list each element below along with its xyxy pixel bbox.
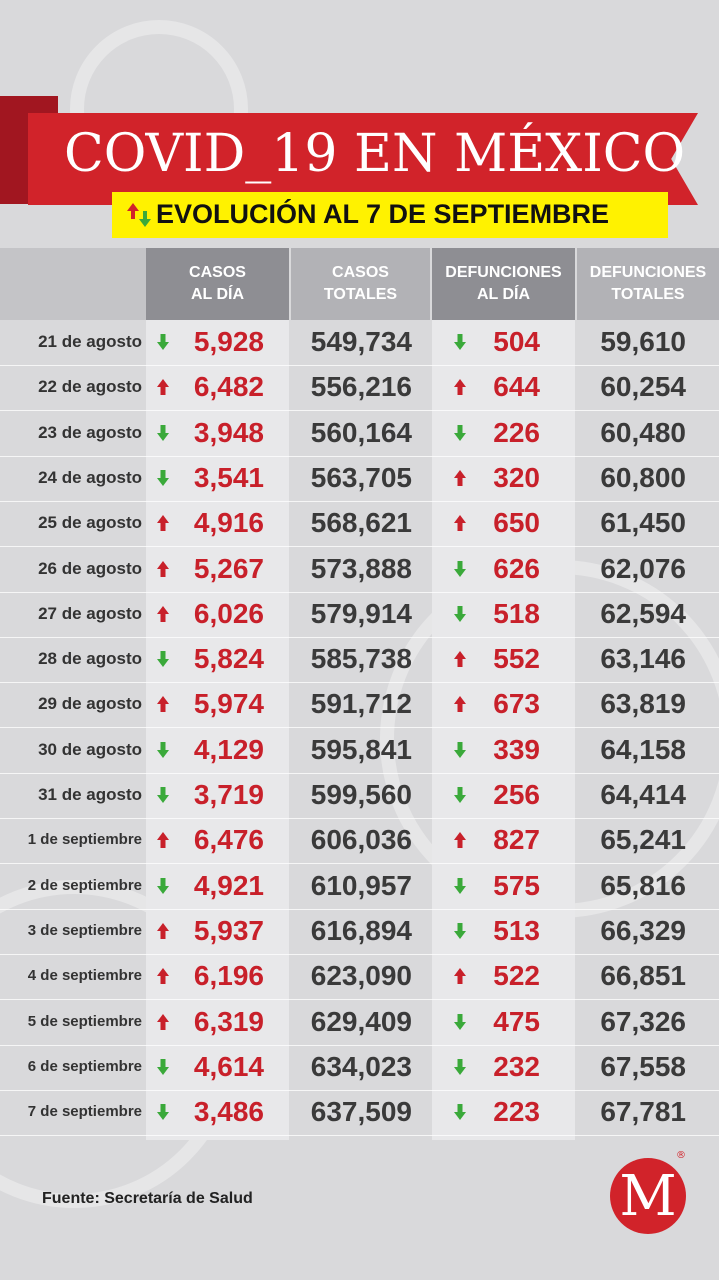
- def-totales-value: 65,816: [600, 869, 686, 901]
- arrow-down-icon: [453, 922, 467, 940]
- casos-dia-value: 4,921: [193, 869, 264, 901]
- def-dia-value: 513: [493, 914, 540, 946]
- arrow-up-icon: [156, 695, 170, 713]
- casos-dia-value: 6,482: [193, 371, 264, 403]
- row-date: 1 de septiembre: [27, 831, 142, 849]
- casos-totales-value: 573,888: [310, 552, 412, 584]
- casos-dia-value: 3,486: [193, 1096, 264, 1128]
- def-totales-value: 61,450: [600, 507, 686, 539]
- table-row: [0, 818, 719, 864]
- def-dia-value: 232: [493, 1050, 540, 1082]
- def-dia-value: 644: [493, 371, 540, 403]
- row-date: 25 de agosto: [38, 513, 142, 533]
- arrow-up-icon: [453, 650, 467, 668]
- table-row: [0, 1090, 719, 1136]
- casos-dia-value: 6,319: [193, 1005, 264, 1037]
- source-note: Fuente: Secretaría de Salud: [42, 1190, 253, 1207]
- casos-totales-value: 549,734: [310, 326, 412, 357]
- arrow-down-icon: [453, 1013, 467, 1031]
- row-date: 5 de septiembre: [27, 1012, 142, 1030]
- registered-mark: ®: [676, 1150, 686, 1161]
- def-dia-value: 626: [493, 552, 540, 584]
- subtitle-bar: [112, 192, 668, 238]
- arrow-down-icon: [453, 605, 467, 623]
- header-casos-totales-label: CASOS TOTALES: [323, 264, 398, 303]
- casos-totales-value: 610,957: [310, 869, 412, 901]
- header-def-dia-label: DEFUNCIONES AL DÍA: [445, 264, 562, 303]
- casos-totales-value: 560,164: [310, 416, 412, 448]
- row-date: 27 de agosto: [38, 603, 142, 623]
- casos-totales-value: 585,738: [310, 643, 412, 675]
- def-totales-value: 60,800: [600, 461, 686, 493]
- arrow-down-icon: [453, 877, 467, 895]
- table-row: [0, 1000, 719, 1046]
- casos-dia-value: 5,267: [193, 552, 264, 584]
- table-row: [0, 864, 719, 910]
- casos-totales-value: 579,914: [310, 597, 412, 629]
- casos-dia-value: 6,026: [193, 597, 264, 629]
- table-row: [0, 773, 719, 819]
- row-date: 22 de agosto: [38, 377, 142, 397]
- table-row: [0, 456, 719, 502]
- table-row: [0, 592, 719, 638]
- row-date: 6 de septiembre: [27, 1057, 142, 1075]
- row-date: 24 de agosto: [38, 467, 142, 487]
- def-dia-value: 339: [493, 733, 540, 765]
- header-casos-totales: [291, 248, 430, 320]
- arrow-up-icon: [453, 378, 467, 396]
- arrow-up-icon: [156, 922, 170, 940]
- table-row: [0, 1045, 719, 1091]
- casos-dia-value: 5,824: [193, 643, 264, 675]
- def-totales-value: 64,414: [600, 779, 686, 810]
- casos-totales-value: 623,090: [310, 960, 412, 992]
- arrow-down-icon: [453, 424, 467, 442]
- def-totales-value: 65,241: [600, 824, 686, 856]
- casos-totales-value: 591,712: [310, 688, 412, 720]
- table-row: [0, 501, 719, 547]
- casos-totales-value: 595,841: [310, 733, 412, 765]
- header-casos-dia-label: CASOS AL DÍA: [189, 264, 246, 303]
- header-def-dia: [432, 248, 575, 320]
- table-row: [0, 728, 719, 774]
- row-date: 31 de agosto: [38, 785, 142, 804]
- casos-dia-value: 4,916: [193, 507, 264, 539]
- row-date: 21 de agosto: [38, 332, 142, 351]
- row-date: 4 de septiembre: [27, 967, 142, 985]
- def-totales-value: 60,480: [600, 416, 686, 448]
- header-rowlabel: [0, 248, 146, 320]
- arrow-down-icon: [453, 333, 467, 351]
- casos-dia-value: 5,974: [193, 688, 264, 720]
- header-def-totales-label: DEFUNCIONES TOTALES: [589, 264, 707, 303]
- casos-totales-value: 568,621: [310, 507, 412, 539]
- casos-dia-value: 6,476: [193, 824, 264, 856]
- def-totales-value: 60,254: [600, 371, 686, 403]
- casos-totales-value: 629,409: [310, 1005, 412, 1037]
- def-totales-value: 66,851: [600, 960, 686, 992]
- header-casos-dia: [146, 248, 289, 320]
- arrow-up-icon: [156, 831, 170, 849]
- def-dia-value: 575: [493, 869, 540, 901]
- arrow-up-icon: [156, 967, 170, 985]
- casos-totales-value: 599,560: [310, 779, 412, 810]
- row-date: 3 de septiembre: [27, 921, 142, 939]
- def-dia-value: 650: [493, 507, 540, 539]
- row-date: 2 de septiembre: [27, 876, 142, 894]
- arrow-down-icon: [156, 424, 170, 442]
- def-dia-value: 552: [493, 643, 540, 675]
- def-dia-value: 475: [493, 1005, 540, 1037]
- arrow-up-icon: [156, 605, 170, 623]
- row-date: 28 de agosto: [38, 649, 142, 669]
- arrow-down-icon: [453, 741, 467, 759]
- milenio-logo-icon: [610, 1158, 686, 1234]
- def-dia-value: 827: [493, 824, 540, 856]
- arrow-down-icon: [453, 1103, 467, 1121]
- casos-dia-value: 3,541: [193, 461, 264, 493]
- def-totales-value: 64,158: [600, 733, 686, 765]
- casos-dia-value: 3,719: [193, 779, 264, 810]
- casos-totales-value: 634,023: [310, 1050, 412, 1082]
- casos-totales-value: 556,216: [310, 371, 412, 403]
- page-title: COVID_19 EN MÉXICO: [64, 124, 686, 184]
- def-totales-value: 63,819: [600, 688, 686, 720]
- casos-totales-value: 606,036: [310, 824, 412, 856]
- arrow-down-icon: [453, 560, 467, 578]
- def-totales-value: 59,610: [600, 326, 686, 357]
- table-row: [0, 637, 719, 683]
- subtitle: EVOLUCIÓN AL 7 DE SEPTIEMBRE: [156, 199, 610, 229]
- def-dia-value: 256: [493, 779, 540, 810]
- arrow-down-icon: [156, 333, 170, 351]
- def-dia-value: 320: [493, 461, 540, 493]
- casos-dia-value: 5,937: [193, 914, 264, 946]
- casos-totales-value: 563,705: [310, 461, 412, 493]
- def-totales-value: 62,594: [600, 597, 686, 629]
- trend-arrows-icon: [126, 201, 152, 229]
- arrow-down-icon: [156, 741, 170, 759]
- arrow-down-icon: [156, 877, 170, 895]
- arrow-down-icon: [156, 650, 170, 668]
- row-date: 23 de agosto: [38, 422, 142, 442]
- row-date: 30 de agosto: [38, 739, 142, 759]
- casos-dia-value: 3,948: [193, 416, 264, 448]
- table-row: [0, 320, 719, 366]
- arrow-down-icon: [156, 1058, 170, 1076]
- row-date: 26 de agosto: [38, 558, 142, 578]
- table-row: [0, 411, 719, 457]
- def-dia-value: 504: [493, 326, 540, 357]
- def-totales-value: 67,558: [600, 1050, 686, 1082]
- arrow-up-icon: [453, 831, 467, 849]
- table-row: [0, 365, 719, 411]
- arrow-up-icon: [453, 967, 467, 985]
- arrow-up-icon: [453, 695, 467, 713]
- arrow-down-icon: [156, 1103, 170, 1121]
- arrow-up-icon: [453, 514, 467, 532]
- def-totales-value: 62,076: [600, 552, 686, 584]
- casos-dia-value: 4,129: [193, 733, 264, 765]
- table-row: [0, 682, 719, 728]
- row-date: 29 de agosto: [38, 694, 142, 714]
- arrow-down-icon: [156, 469, 170, 487]
- arrow-up-icon: [156, 514, 170, 532]
- arrow-up-icon: [156, 378, 170, 396]
- casos-dia-value: 4,614: [193, 1050, 264, 1082]
- def-dia-value: 522: [493, 960, 540, 992]
- def-dia-value: 226: [493, 416, 540, 448]
- arrow-up-icon: [453, 469, 467, 487]
- casos-totales-value: 637,509: [310, 1096, 412, 1128]
- arrow-down-icon: [453, 786, 467, 804]
- table-row: [0, 954, 719, 1000]
- arrow-down-icon: [453, 1058, 467, 1076]
- row-date: 7 de septiembre: [27, 1103, 142, 1121]
- arrow-up-icon: [156, 1013, 170, 1031]
- table-row: [0, 909, 719, 955]
- casos-dia-value: 5,928: [193, 326, 264, 357]
- header-def-totales: [577, 248, 719, 320]
- def-dia-value: 223: [493, 1096, 540, 1128]
- casos-totales-value: 616,894: [310, 914, 412, 946]
- def-totales-value: 63,146: [600, 643, 686, 675]
- casos-dia-value: 6,196: [193, 960, 264, 992]
- logo-letter: M: [619, 1164, 677, 1229]
- def-totales-value: 67,781: [600, 1096, 686, 1128]
- def-dia-value: 673: [493, 688, 540, 720]
- arrow-down-icon: [156, 786, 170, 804]
- def-totales-value: 66,329: [600, 914, 686, 946]
- def-totales-value: 67,326: [600, 1005, 686, 1037]
- table-row: [0, 547, 719, 593]
- def-dia-value: 518: [493, 597, 540, 629]
- arrow-up-icon: [156, 560, 170, 578]
